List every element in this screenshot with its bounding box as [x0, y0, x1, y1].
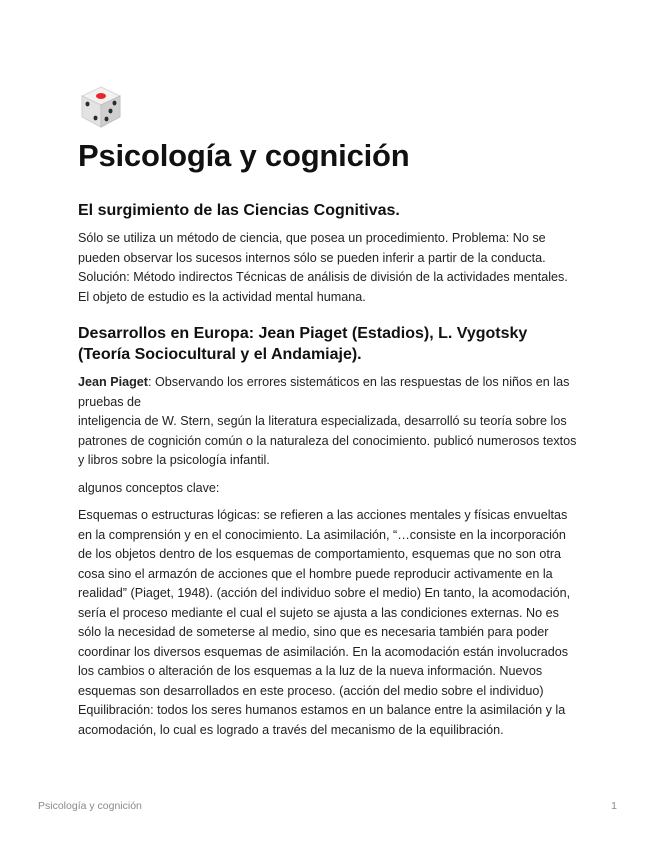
- concepts-body: Esquemas o estructuras lógicas: se refieren a las acciones mentales y físicas envueltas en la comprensión y en el conocimiento. La asimilación, “…consiste en la incorporación de los objetos dentro de los esquemas de comportamiento, esquemas que no son otra cosa sino el armazón de acciones que el hombre puede reproducir activamente en la realidad” (Piaget, 1948). (acción del individuo sobre el medio) En tanto, la acomodación, sería el proceso mediante el cual el sujeto se ajusta a las condiciones externas. No es sólo la necesidad de someterse al medio, sino que es necesaria también para poder coordinar los diversos esquemas de asimilación. En la acomodación están involucrados los cambios o alteración de los esquemas a la luz de la nueva información. Nuevos esquemas son desarrollados en este proceso. (acción del medio sobre el individuo): [78, 508, 571, 698]
- piaget-intro-text: : Observando los errores sistemáticos en las respuestas de los niños en las pruebas de: [78, 375, 570, 409]
- dice-icon: [78, 84, 124, 130]
- piaget-continuation: inteligencia de W. Stern, según la literatura especializada, desarrolló su teoría sobre los patrones de cognición común o la naturaleza del conocimiento. publicó numerosos textos y libros sobre la psicología infantil.: [78, 414, 577, 467]
- section-europe: [78, 323, 578, 740]
- page-title: Psicología y cognición: [78, 138, 410, 173]
- concepts-label: algunos conceptos clave:: [78, 480, 220, 495]
- piaget-intro-paragraph: [78, 373, 578, 412]
- section-heading: El surgimiento de las Ciencias Cognitivas.: [78, 202, 400, 219]
- footer-page-number: 1: [611, 800, 617, 812]
- piaget-name: Jean Piaget: [78, 375, 148, 389]
- equilibrium-paragraph: Equilibración: todos los seres humanos estamos en un balance entre la asimilación y la acomodación, lo cual es logrado a través del mecanismo de la equilibración.: [78, 703, 566, 737]
- section-heading: Desarrollos en Europa: Jean Piaget (Estadios), L. Vygotsky (Teoría Sociocultural y el Andamiaje).: [78, 325, 528, 363]
- document-page: [78, 84, 578, 756]
- section-body: Sólo se utiliza un método de ciencia, que posea un procedimiento. Problema: No se pueden observar los sucesos internos sólo se pueden inferir a partir de la conducta. Solución: Método indirectos Técnicas de análisis de división de la actividades mentales. El objeto de estudio es la actividad mental humana.: [78, 231, 568, 304]
- footer-title: Psicología y cognición: [38, 800, 142, 812]
- section-cognitive-sciences: [78, 200, 578, 307]
